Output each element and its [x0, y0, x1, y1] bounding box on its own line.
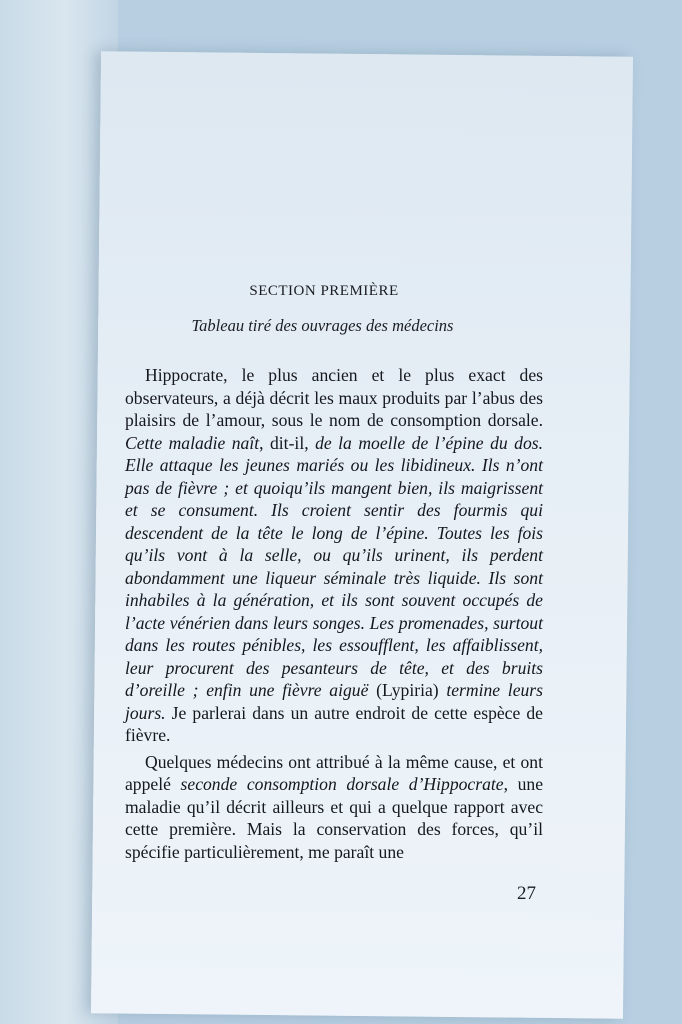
section-title: SECTION PREMIÈRE: [249, 283, 399, 299]
italic-run: Cette maladie naît: [125, 432, 260, 453]
text-run: Hippocrate, le plus ancien et le plus exact des observateurs, a déjà décrit les maux produits par l’abus des plaisirs de l’amour, sous le nom de consomption dorsale.: [125, 365, 543, 430]
page-number: 27: [517, 883, 536, 904]
italic-run: seconde consomption dorsale d’Hippocrate: [180, 774, 504, 794]
italic-run: termine leurs jours.: [125, 680, 543, 723]
paragraph: [125, 364, 543, 747]
show-through-text: [150, 110, 480, 298]
text-run: , une maladie qu’il décrit ailleurs et qui a quelque rapport avec cette première. Mais la conservation des forces, qu’il spécifie particulièrement, me paraît une: [125, 774, 544, 862]
text-run: , dit-il,: [259, 432, 316, 453]
body-text: [125, 364, 543, 863]
text-run: (Lypiria): [376, 680, 447, 700]
text-run: Je parlerai dans un autre endroit de cette espèce de fièvre.: [125, 702, 543, 745]
text-run: Quelques médecins ont attribué à la même cause, et ont appelé: [125, 751, 543, 794]
paragraph: [125, 751, 543, 864]
section-subtitle: Tableau tiré des ouvrages des médecins: [191, 316, 454, 335]
italic-run: de la moelle de l’épine du dos. Elle attaque les jeunes mariés ou les libidineux. Ils n’ont pas de fièvre ; et quoiqu’ils mangent bien, ils maigrissent et se consument. Ils croient sentir des fourmis qui descendent de la tête le long de l’épine. Toutes les fois qu’ils vont à la selle, ou qu’ils urinent, ils perdent abondamment une liqueur séminale très liquide. Ils sont inhabiles à la génération, et ils sont souvent occupés de l’acte vénérien dans leurs songes. Les promenades, surtout dans les routes pénibles, les essoufflent, les affaiblissent, leur procurent des pesanteurs de tête, et des bruits d’oreille ; enfin une fièvre aiguë: [125, 432, 543, 700]
